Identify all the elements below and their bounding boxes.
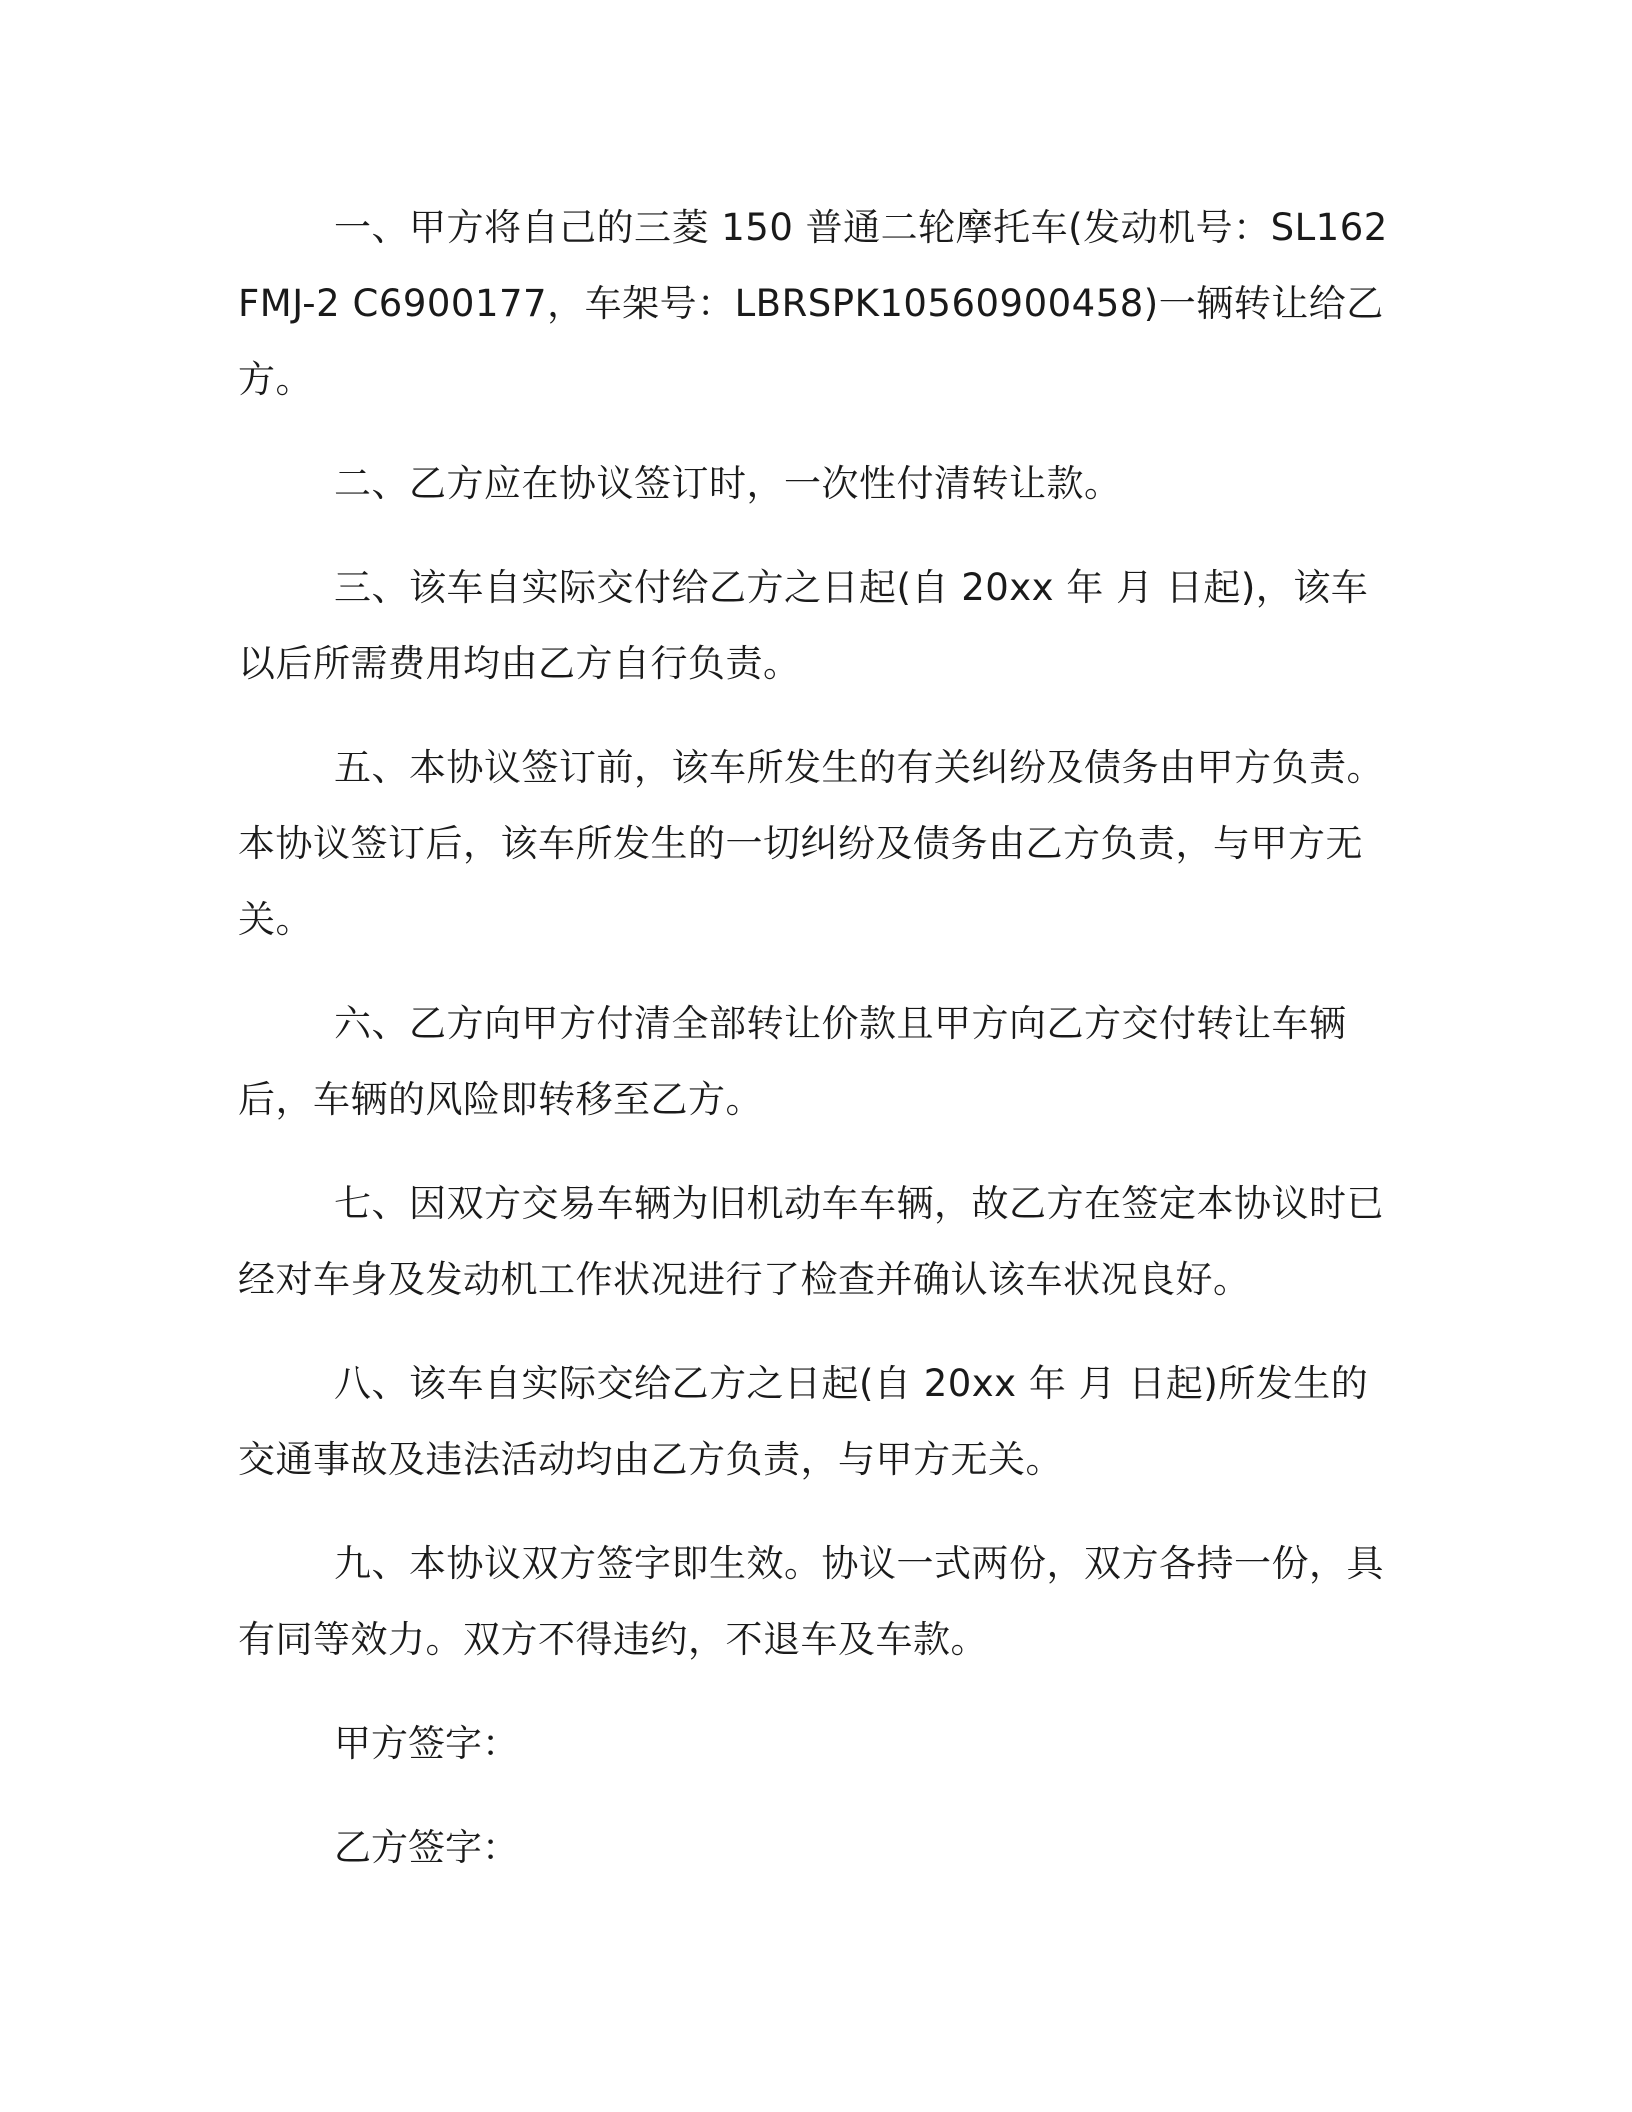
clause-3: 三、该车自实际交付给乙方之日起(自 20xx 年 月 日起)，该车以后所需费用均由乙方自行负责。 (238, 566, 1369, 685)
clause-1: 一、甲方将自己的三菱 150 普通二轮摩托车(发动机号：SL162FMJ-2 C6900177，车架号：LBRSPK10560900458)一辆转让给乙方。 (238, 206, 1388, 401)
document-page (238, 190, 1398, 1914)
clause-6: 六、乙方向甲方付清全部转让价款且甲方向乙方交付转让车辆后，车辆的风险即转移至乙方。 (238, 1002, 1347, 1121)
clause-2: 二、乙方应在协议签订时，一次性付清转让款。 (334, 462, 1122, 505)
party-a-signature-label: 甲方签字： (334, 1722, 519, 1765)
clause-5: 五、本协议签订前，该车所发生的有关纠纷及债务由甲方负责。本协议签订后，该车所发生的一切纠纷及债务由乙方负责，与甲方无关。 (238, 746, 1384, 941)
clause-8: 八、该车自实际交给乙方之日起(自 20xx 年 月 日起)所发生的交通事故及违法活动均由乙方负责，与甲方无关。 (238, 1362, 1369, 1481)
clause-7: 七、因双方交易车辆为旧机动车车辆，故乙方在签定本协议时已经对车身及发动机工作状况进行了检查并确认该车状况良好。 (238, 1182, 1384, 1301)
party-b-signature-label: 乙方签字： (334, 1826, 519, 1869)
clause-9: 九、本协议双方签字即生效。协议一式两份，双方各持一份，具有同等效力。双方不得违约，不退车及车款。 (238, 1542, 1384, 1661)
